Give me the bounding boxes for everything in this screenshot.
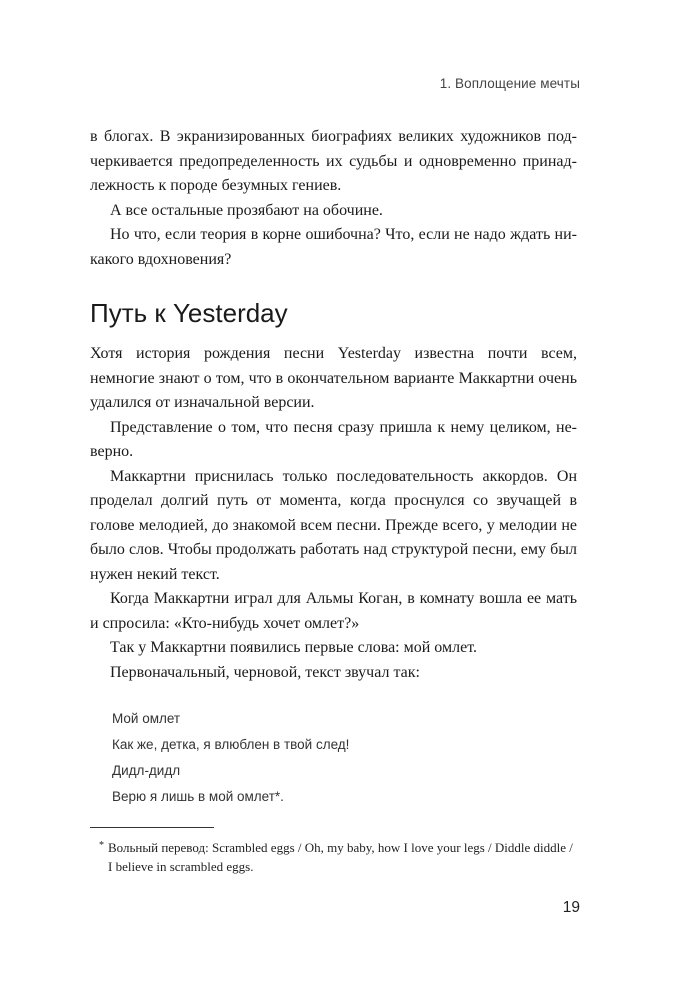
paragraph: Хотя история рождения песни Yesterday известна почти всем, немногие знают о том, что в окончательном варианте Маккартни очень удалился от изначальной версии.	[90, 345, 577, 411]
running-head: 1. Воплощение мечты	[439, 76, 580, 91]
paragraph: Маккартни приснилась только последовательность аккордов. Он проделал долгий путь от момента, когда проснулся со звучащей в голове мелодией, до знакомой всем песни. Прежде всего, у мелодии не было слов. Чтобы продолжать работать над структурой песни, ему был нужен некий текст.	[90, 467, 577, 583]
paragraph: Но что, если теория в корне ошибочна? Что, если не надо ждать никакого вдохновения?	[90, 226, 577, 268]
footnote-divider	[90, 827, 214, 828]
paragraph: Когда Маккартни играл для Альмы Коган, в комнату вошла ее мать и спросила: «Кто-нибудь хочет омлет?»	[90, 590, 577, 632]
page-number: 19	[562, 899, 580, 916]
poem-line: Верю я лишь в мой омлет*.	[112, 789, 284, 804]
paragraph: в блогах. В экранизированных биографиях великих художников подчеркивается предопределенность их судьбы и одновременно принадлежность к породе безумных гениев.	[90, 128, 577, 194]
paragraph: Так у Маккартни появились первые слова: мой омлет.	[110, 639, 477, 656]
poem-line: Дидл-дидл	[112, 763, 181, 778]
intro-text	[90, 125, 577, 272]
paragraph: Первоначальный, черновой, текст звучал так:	[110, 663, 420, 681]
paragraph: А все остальные прозябают на обочине.	[110, 201, 383, 219]
section-title: Путь к Yesterday	[90, 298, 288, 328]
footnote-text: Вольный перевод: Scrambled eggs / Oh, my baby, how I love your legs / Diddle diddle / I believe in scrambled eggs.	[108, 840, 573, 874]
poem-quote	[112, 706, 349, 810]
footnote-mark: *	[99, 840, 104, 851]
poem-line: Мой омлет	[112, 711, 181, 726]
paragraph: Представление о том, что песня сразу пришла к нему целиком, неверно.	[90, 418, 577, 460]
poem-line: Как же, детка, я влюблен в твой след!	[112, 737, 350, 752]
footnote	[99, 838, 578, 876]
section-body	[90, 342, 577, 685]
